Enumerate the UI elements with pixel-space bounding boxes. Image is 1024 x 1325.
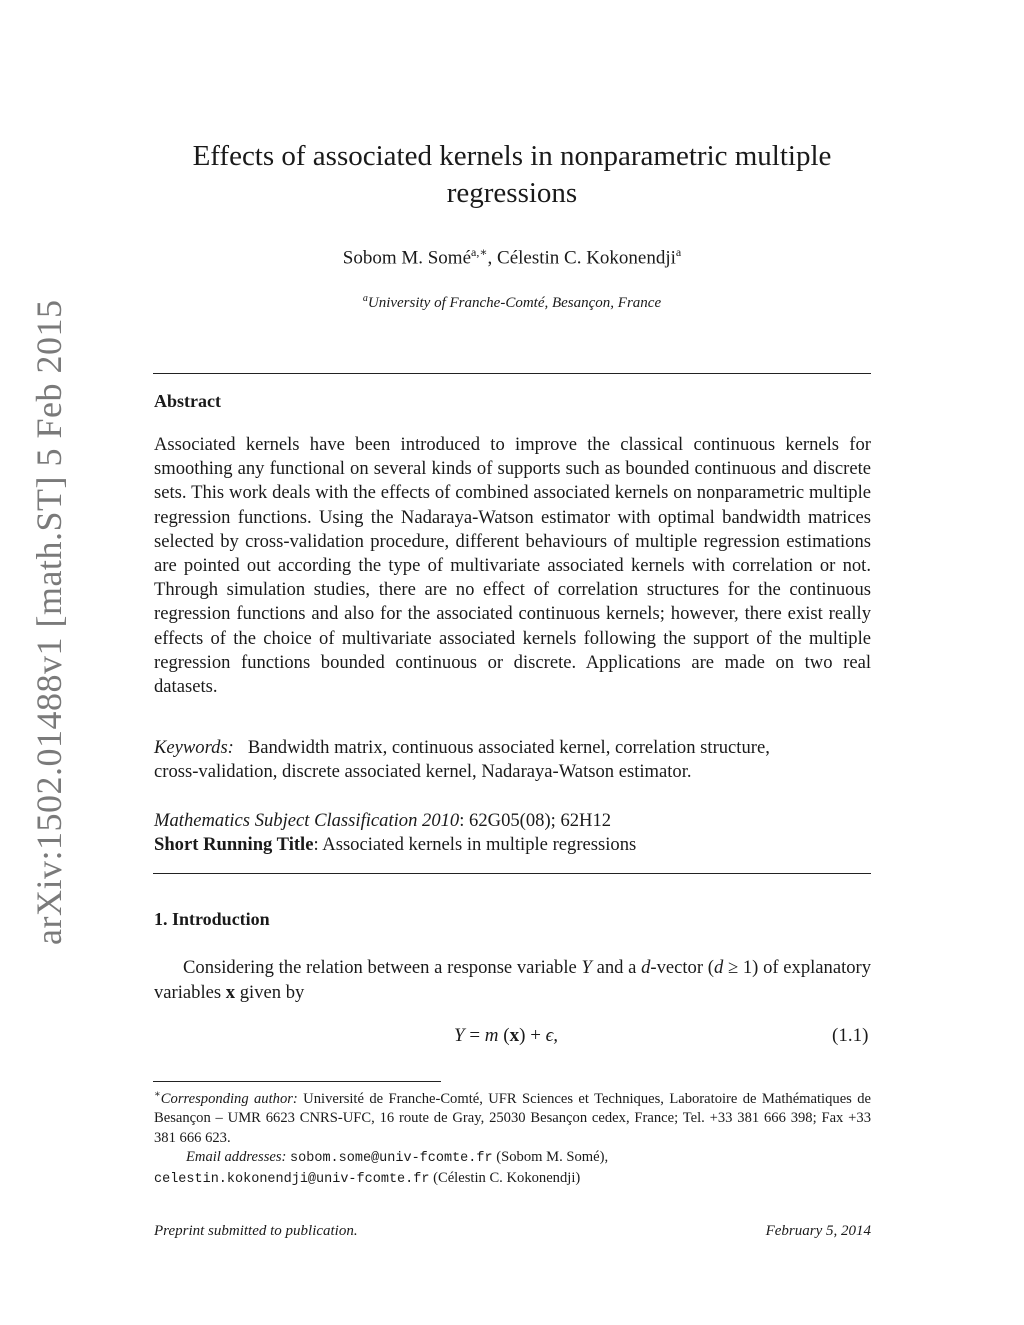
eq-term: m — [484, 1025, 499, 1046]
eq-term: = — [469, 1025, 481, 1046]
math-var: x — [225, 981, 236, 1003]
msc-label: Mathematics Subject Classification 2010 — [154, 810, 460, 831]
intro-text: and a — [596, 957, 637, 978]
short-title-label: Short Running Title — [154, 834, 314, 855]
paper-title: Effects of associated kernels in nonparametric multiple regressions — [192, 140, 832, 209]
abstract-heading: Abstract — [154, 391, 221, 411]
author-separator: , — [487, 247, 498, 269]
msc-text: 62G05(08); 62H12 — [469, 810, 612, 831]
affiliation — [150, 293, 874, 312]
abstract-body: Associated kernels have been introduced to improve the classical continuous kernels for smoothing any functional on several kinds of supports such as bounded continuous and discrete sets. This work deals with the effects of combined associated kernels on nonparametric multiple regression functions. Using the Nadaraya-Watson estimator with optimal bandwidth matrices selected by cross-validation procedure, different behaviours of multiple regression estimations are pointed out according the type of multivariate associated kernels with correlation or not. Through simulation studies, there are no effect of correlation structures for the continuous regression functions and also for the associated continuous kernels; however, there exist really effects of the choice of multivariate associated kernels following the support of the multiple regression functions bounded continuous or discrete. Applications are made on two real datasets. — [154, 434, 871, 698]
eq-term: ϵ, — [545, 1025, 559, 1046]
corresponding-text: Université de Franche-Comté, UFR Sciences et Techniques, Laboratoire de Mathématiques de Besançon – UMR 6623 CNRS-UFC, 16 route de Gray, 25030 Besançon cedex, France; Tel. +33 381 666 398; Fax +33 381 666 623. — [154, 1090, 872, 1146]
footnote — [154, 1085, 871, 1189]
email-link[interactable]: sobom.some@univ-fcomte.fr — [290, 1151, 493, 1167]
intro-text: given by — [239, 981, 305, 1003]
affiliation-superscript: a — [362, 293, 368, 304]
keywords-label: Keywords: — [154, 737, 234, 758]
intro-text: Considering the relation between a response variable — [183, 957, 577, 978]
keywords-text: Bandwidth matrix, continuous associated kernel, correlation structure, cross-validation, discrete associated kernel, Nadaraya-Watson estimator. — [154, 737, 770, 783]
email-label: Email addresses: — [186, 1149, 287, 1166]
author-superscript: a,∗ — [471, 245, 488, 259]
intro-text: -vector ( — [650, 957, 714, 978]
email-link[interactable]: celestin.kokonendji@univ-fcomte.fr — [154, 1171, 430, 1187]
preprint-note: Preprint submitted to publication. — [154, 1223, 358, 1239]
eq-term: x — [509, 1025, 520, 1046]
corresponding-label: Corresponding author: — [160, 1090, 298, 1107]
intro-paragraph — [154, 956, 871, 1005]
math-var: d — [713, 957, 724, 978]
equation — [454, 1025, 558, 1047]
email-owner: (Sobom M. Somé), — [496, 1149, 609, 1166]
author-name: Célestin C. Kokonendji — [497, 247, 676, 269]
msc-classification — [154, 809, 611, 833]
math-var: d — [641, 957, 651, 978]
footnote-mark: ∗ — [154, 1089, 161, 1100]
eq-term: ( — [503, 1025, 510, 1046]
abstract-top-rule — [153, 373, 871, 374]
arxiv-stamp: arXiv:1502.01488v1 [math.ST] 5 Feb 2015 — [29, 299, 69, 945]
eq-term: + — [530, 1025, 541, 1046]
footer-date: February 5, 2014 — [765, 1223, 871, 1239]
email-owner: (Célestin C. Kokonendji) — [433, 1169, 581, 1186]
keywords — [154, 736, 794, 784]
equation-number: (1.1) — [832, 1025, 869, 1046]
intro-text: of explanatory variables — [154, 957, 872, 1003]
author-superscript: a — [675, 245, 682, 259]
math-var: Y — [581, 957, 592, 978]
short-title-text: Associated kernels in multiple regressions — [322, 834, 637, 855]
section-heading: 1. Introduction — [154, 909, 270, 929]
author-name: Sobom M. Somé — [342, 247, 472, 269]
intro-text: ≥ 1) — [727, 957, 759, 978]
eq-term: ) — [519, 1025, 526, 1046]
abstract-bottom-rule — [153, 873, 871, 874]
affiliation-text: University of Franche-Comté, Besançon, France — [367, 295, 662, 311]
eq-term: Y — [454, 1025, 465, 1046]
author-line — [150, 245, 874, 269]
short-running-title — [154, 833, 636, 857]
short-title-colon: : — [313, 834, 319, 855]
msc-colon: : — [459, 810, 465, 831]
footnote-rule — [153, 1081, 441, 1082]
